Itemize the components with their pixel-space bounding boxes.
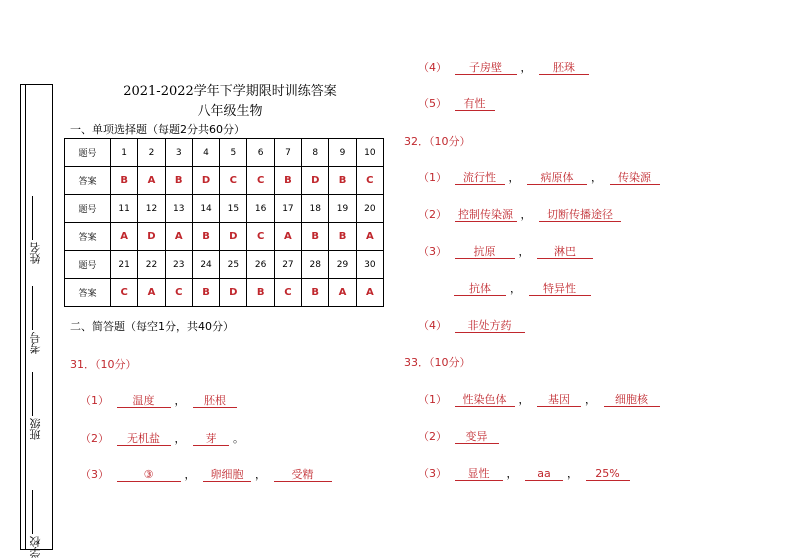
q32-part1: （1） 流行性 ， 病原体 ， 传染源 [418,169,664,185]
question-number-cell: 8 [302,139,329,167]
table-row-numbers [65,139,384,167]
question-number-cell: 10 [356,139,383,167]
binding-number-field [28,286,44,354]
answer-cell: D [220,223,247,251]
answer-cell: A [356,279,383,307]
question-number-cell: 26 [247,251,274,279]
q33-answer-3-1: 显性 [455,467,503,481]
q32-heading: 32．（10分） [404,135,471,148]
question-number-cell: 5 [220,139,247,167]
q33-answer-3-2: aa [525,467,563,481]
q31-part2: （2） 无机盐 ， 芽 。 [80,432,244,445]
answer-cell: B [302,279,329,307]
answer-cell: D [220,279,247,307]
q31-answer-2-1: 无机盐 [117,432,171,446]
q32-answer-1-1: 流行性 [455,171,505,185]
q31-answer-1-1: 温度 [117,394,171,408]
row-label-answer: 答案 [65,223,111,251]
q33-answer-3-3: 25% [586,467,630,481]
q31-part4-label: （4） [418,61,447,74]
question-number-cell: 24 [192,251,219,279]
answer-cell: B [329,223,356,251]
question-number-cell: 6 [247,139,274,167]
question-number-cell: 28 [302,251,329,279]
answer-cell: D [138,223,165,251]
answer-cell: D [192,167,219,195]
question-number-cell: 7 [274,139,301,167]
binding-name-field [28,196,44,264]
binding-strip-divider [25,84,26,550]
q33-part3-label: （3） [418,467,447,480]
question-number-cell: 21 [111,251,138,279]
question-number-cell: 9 [329,139,356,167]
answer-cell: B [274,167,301,195]
q33-part2 [418,428,503,444]
question-number-cell: 30 [356,251,383,279]
binding-school-label: 学校 [29,536,42,558]
row-label-answer: 答案 [65,279,111,307]
question-number-cell: 16 [247,195,274,223]
q32-part2-label: （2） [418,208,447,221]
q32-answer-2-1: 控制传染源 [455,208,517,222]
q32-part2: （2） 控制传染源 ， 切断传播途径 [418,206,625,222]
q31-answer-2-2: 芽 [193,432,229,446]
question-number-cell: 25 [220,251,247,279]
q33-answer-1-1: 性染色体 [455,393,515,407]
q31-part3: （3） ③ ， 卵细胞 ， 受精 [80,466,336,482]
question-number-cell: 1 [111,139,138,167]
question-number-cell: 22 [138,251,165,279]
answer-cell: B [247,279,274,307]
answer-cell: C [274,279,301,307]
q33-answer-1-3: 细胞核 [604,393,660,407]
q31-answer-3-1: ③ [117,468,181,482]
q31-part3-label: （3） [80,468,109,481]
question-number-cell: 15 [220,195,247,223]
answer-cell: B [111,167,138,195]
binding-school-blank [33,490,34,534]
q31-answer-3-2: 卵细胞 [203,468,251,482]
q33-part1-label: （1） [418,393,447,406]
answer-cell: A [329,279,356,307]
answer-cell: D [302,167,329,195]
answer-cell: A [165,223,192,251]
binding-class-field [28,372,44,440]
answer-cell: C [111,279,138,307]
question-number-cell: 19 [329,195,356,223]
question-number-cell: 20 [356,195,383,223]
binding-number-blank [33,286,34,330]
q32-answer-1-2: 病原体 [527,171,587,185]
q32-answer-2-2: 切断传播途径 [539,208,621,222]
answer-cell: A [111,223,138,251]
q31-part5 [418,95,499,111]
answer-cell: B [302,223,329,251]
question-number-cell: 3 [165,139,192,167]
table-row-answers [65,279,384,307]
row-label-question: 题号 [65,139,111,167]
q33-answer-1-2: 基因 [537,393,581,407]
q31-part2-label: （2） [80,432,109,445]
answer-cell: C [220,167,247,195]
section2-heading: 二、简答题（每空1分，共40分） [70,320,234,333]
q33-part3: （3） 显性 ， aa ， 25% [418,465,634,481]
q33-part2-label: （2） [418,430,447,443]
question-number-cell: 27 [274,251,301,279]
binding-school-field [28,490,44,558]
binding-name-label: 姓名 [29,242,42,264]
q32-part1-label: （1） [418,171,447,184]
q31-answer-3-3: 受精 [274,468,332,482]
table-row-numbers [65,195,384,223]
binding-class-blank [33,372,34,416]
q32-part3: （3） 抗原 ， 淋巴 [418,243,597,259]
binding-name-blank [33,196,34,240]
question-number-cell: 17 [274,195,301,223]
section1-heading: 一、单项选择题（每题2分共60分） [70,123,245,136]
q32-answer-3-2: 淋巴 [537,245,593,259]
q31-part4: （4） 子房壁 ， 胚珠 [418,59,593,75]
q32-answer-1-3: 传染源 [610,171,660,185]
question-number-cell: 12 [138,195,165,223]
q31-part1-label: （1） [80,394,109,407]
question-number-cell: 11 [111,195,138,223]
question-number-cell: 14 [192,195,219,223]
question-number-cell: 13 [165,195,192,223]
binding-number-label: 考号 [29,332,42,354]
answer-cell: A [356,223,383,251]
answer-cell: A [138,279,165,307]
question-number-cell: 2 [138,139,165,167]
q32-part4-label: （4） [418,319,447,332]
q31-answer-5-1: 有性 [455,97,495,111]
row-label-question: 题号 [65,251,111,279]
answer-cell: C [165,279,192,307]
q33-part1: （1） 性染色体 ， 基因 ， 细胞核 [418,391,664,407]
table-row-numbers [65,251,384,279]
question-number-cell: 23 [165,251,192,279]
page-subtitle: 八年级生物 [197,104,263,119]
answer-cell: B [165,167,192,195]
q32-answer-3-3: 抗体 [454,282,506,296]
answer-cell: A [274,223,301,251]
q32-part4 [418,317,529,333]
answer-cell: C [247,167,274,195]
question-number-cell: 18 [302,195,329,223]
page-title: 2021-2022学年下学期限时训练答案 [123,84,337,99]
q31-answer-4-2: 胚珠 [539,61,589,75]
row-label-question: 题号 [65,195,111,223]
answer-table [64,138,384,307]
q32-answer-3-4: 特异性 [529,282,591,296]
row-label-answer: 答案 [65,167,111,195]
q31-heading: 31．（10分） [70,358,137,371]
q33-answer-2-1: 变异 [455,430,499,444]
q31-answer-4-1: 子房壁 [455,61,517,75]
q31-part5-label: （5） [418,97,447,110]
answer-cell: C [356,167,383,195]
question-number-cell: 29 [329,251,356,279]
table-row-answers [65,223,384,251]
answer-cell: C [247,223,274,251]
q32-answer-3-1: 抗原 [455,245,515,259]
table-row-answers [65,167,384,195]
q33-heading: 33．（10分） [404,356,471,369]
answer-cell: B [329,167,356,195]
q32-answer-4-1: 非处方药 [455,319,525,333]
answer-cell: B [192,279,219,307]
q31-answer-1-2: 胚根 [193,394,237,408]
question-number-cell: 4 [192,139,219,167]
q31-part1: （1） 温度 ， 胚根 [80,392,241,408]
answer-cell: A [138,167,165,195]
answer-cell: B [192,223,219,251]
binding-class-label: 班级 [29,418,42,440]
q32-part3-cont: 抗体 ， 特异性 [450,280,595,296]
q32-part3-label: （3） [418,245,447,258]
